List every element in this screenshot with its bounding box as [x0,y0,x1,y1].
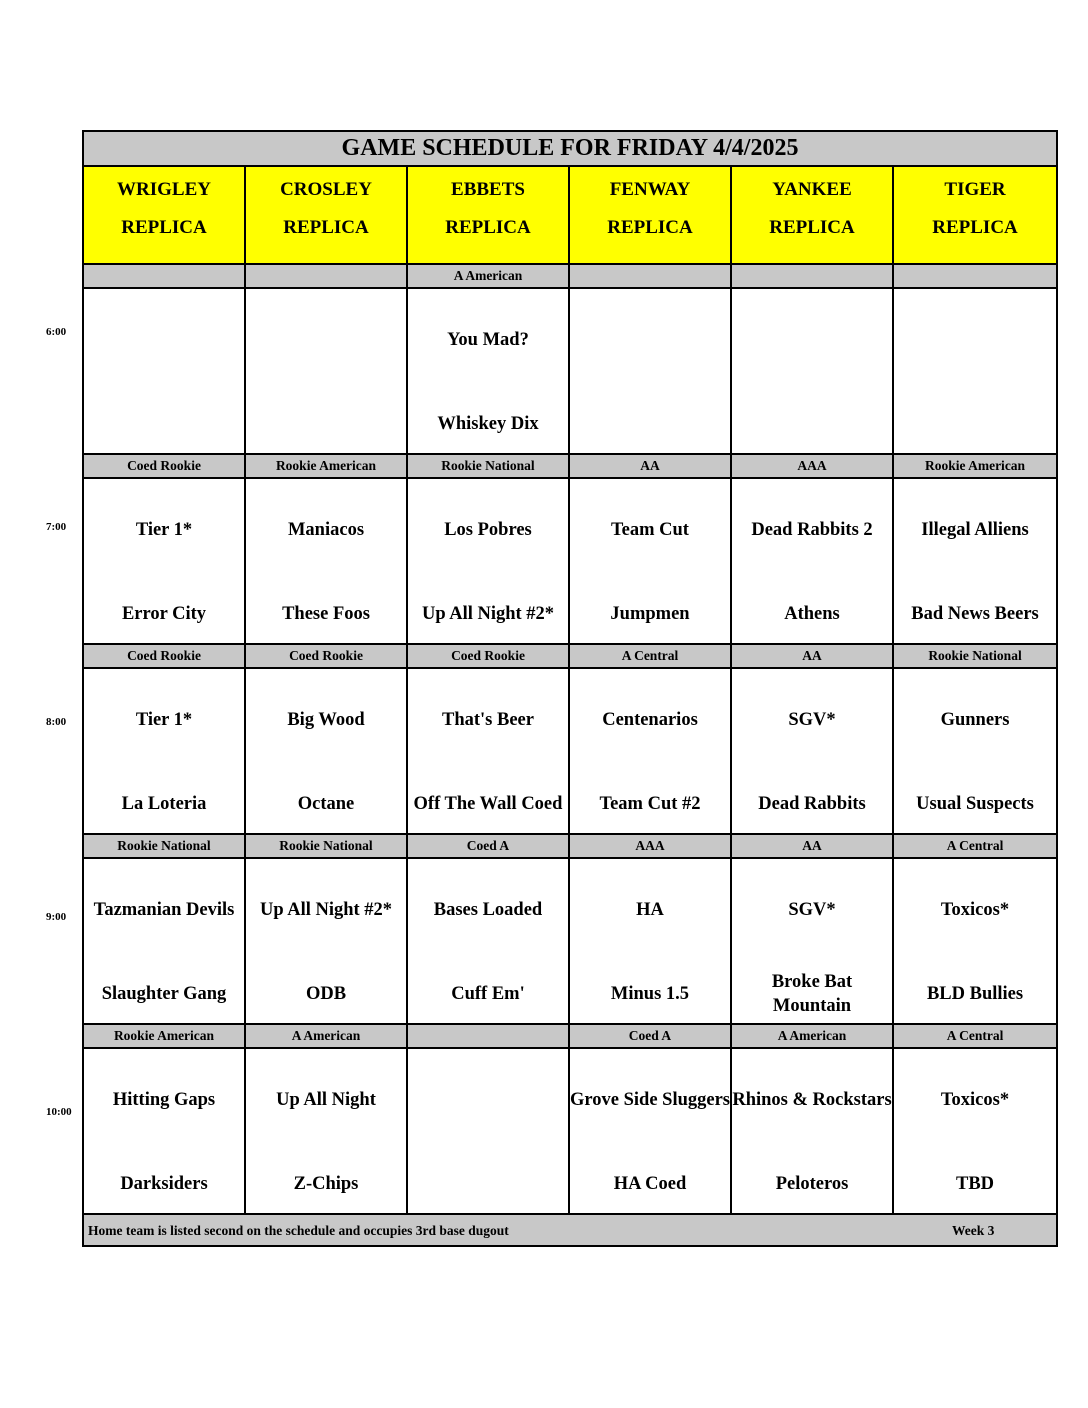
division-label: Rookie American [83,1024,245,1048]
time-label: 9:00 [46,911,67,923]
field-name: TIGER [944,179,1006,200]
home-team: Slaughter Gang [101,984,227,1004]
field-name: CROSLEY [280,179,372,200]
home-team: Jumpmen [610,604,690,624]
away-team [408,1075,568,1125]
away-team [570,315,730,365]
home-team: Bad News Beers [911,604,1039,624]
game-cell [569,288,731,454]
away-team: That's Beer [442,710,534,730]
home-team: La Loteria [121,794,207,814]
game-cell [893,1048,1057,1214]
field-header-fenway [569,166,731,264]
away-team: Illegal Alliens [921,520,1029,540]
division-label: AAA [569,834,731,858]
home-team: Peloteros [775,1174,849,1194]
division-label: A Central [893,834,1057,858]
away-team [246,315,406,365]
game-cell [245,668,407,834]
game-cell [407,858,569,1024]
home-team [408,1159,568,1209]
division-row [83,644,1057,668]
game-cell [893,668,1057,834]
game-cell [83,478,245,644]
game-cell [893,288,1057,454]
game-row [83,288,1057,454]
division-row [83,1024,1057,1048]
division-label: A American [407,264,569,288]
field-subtitle: REPLICA [607,217,693,238]
schedule-table [82,130,1058,1247]
division-label: Coed A [569,1024,731,1048]
away-team: Gunners [940,710,1010,730]
division-row [83,264,1057,288]
field-subtitle: REPLICA [445,217,531,238]
field-header-yankee [731,166,893,264]
home-team [246,399,406,449]
away-team: Bases Loaded [433,900,543,920]
division-label: AA [731,834,893,858]
division-label: A American [731,1024,893,1048]
division-label: Rookie National [893,644,1057,668]
away-team [894,315,1056,365]
away-team: Up All Night #2* [259,900,393,920]
away-team: Centenarios [602,710,698,730]
game-cell [407,288,569,454]
game-cell [245,858,407,1024]
home-team: ODB [305,984,347,1004]
home-team-note: Home team is listed second on the schedule and occupies 3rd base dugout [88,1223,509,1238]
away-team: Dead Rabbits 2 [751,520,873,540]
time-label: 6:00 [46,326,67,338]
game-cell [569,478,731,644]
field-subtitle: REPLICA [769,217,855,238]
away-team: Team Cut [611,520,689,540]
division-label: A Central [569,644,731,668]
week-label: Week 3 [952,1223,995,1238]
home-team: Cuff Em' [451,984,525,1004]
game-cell [83,858,245,1024]
game-cell [407,478,569,644]
division-label: Coed Rookie [407,644,569,668]
home-team: TBD [955,1174,995,1194]
away-team: Tier 1* [135,710,193,730]
game-cell [893,858,1057,1024]
division-label: Coed A [407,834,569,858]
game-cell [245,1048,407,1214]
division-label: A American [245,1024,407,1048]
division-label: AAA [731,454,893,478]
game-row [83,858,1057,1024]
division-label: AA [731,644,893,668]
away-team [732,315,892,365]
away-team: Toxicos* [940,900,1010,920]
division-label [407,1024,569,1048]
division-label: Coed Rookie [83,454,245,478]
away-team: Toxicos* [940,1090,1010,1110]
field-subtitle: REPLICA [932,217,1018,238]
game-cell [245,288,407,454]
away-team: SGV* [788,900,836,920]
away-team: Tazmanian Devils [93,900,235,920]
away-team: You Mad? [447,330,529,350]
away-team: Up All Night [276,1090,376,1110]
home-team: Minus 1.5 [610,984,690,1004]
game-cell [569,1048,731,1214]
division-label: Coed Rookie [245,644,407,668]
away-team: Tier 1* [135,520,193,540]
home-team: Darksiders [120,1174,208,1194]
away-team: Maniacos [287,520,365,540]
game-cell [83,288,245,454]
game-cell [407,668,569,834]
division-label [245,264,407,288]
time-label: 8:00 [46,716,67,728]
game-cell [83,1048,245,1214]
field-header-tiger [893,166,1057,264]
away-team: SGV* [788,710,836,730]
game-cell [569,858,731,1024]
division-row [83,834,1057,858]
division-label: Rookie American [245,454,407,478]
division-label: Rookie National [83,834,245,858]
home-team [732,399,892,449]
field-subtitle: REPLICA [121,217,207,238]
division-label [83,264,245,288]
game-cell [731,478,893,644]
field-header-ebbets [407,166,569,264]
home-team [570,399,730,449]
field-header-crosley [245,166,407,264]
home-team [894,399,1056,449]
game-cell [731,1048,893,1214]
field-header-wrigley [83,166,245,264]
game-cell [731,858,893,1024]
home-team: These Foos [282,604,370,624]
home-team: Broke Bat Mountain [771,972,853,1016]
home-team: BLD Bullies [926,984,1024,1004]
schedule-footer [83,1214,1057,1246]
division-label: AA [569,454,731,478]
division-label: Coed Rookie [83,644,245,668]
home-team: HA Coed [613,1174,687,1194]
away-team: Grove Side Sluggers [570,1090,730,1110]
field-name: EBBETS [451,179,525,200]
away-team [84,315,244,365]
game-cell [731,668,893,834]
home-team: Off The Wall Coed [413,794,563,814]
field-name: YANKEE [772,179,852,200]
division-label [569,264,731,288]
away-team: Rhinos & Rockstars [732,1090,892,1110]
home-team: Athens [784,604,840,624]
time-label: 10:00 [46,1106,72,1118]
away-team: Big Wood [287,710,365,730]
home-team: Usual Suspects [916,794,1034,814]
game-cell [569,668,731,834]
time-label: 7:00 [46,521,67,533]
division-label [893,264,1057,288]
division-label: A Central [893,1024,1057,1048]
division-row [83,454,1057,478]
home-team: Octane [297,794,355,814]
field-subtitle: REPLICA [283,217,369,238]
away-team: Hitting Gaps [112,1090,216,1110]
away-team: HA [636,900,664,920]
home-team: Z-Chips [293,1174,359,1194]
game-cell [731,288,893,454]
home-team: Error City [121,604,207,624]
game-row [83,478,1057,644]
home-team: Dead Rabbits [758,794,866,814]
field-name: FENWAY [609,179,691,200]
home-team: Team Cut #2 [599,794,701,814]
game-cell [245,478,407,644]
division-label: Rookie American [893,454,1057,478]
division-label: Rookie National [407,454,569,478]
away-team: Los Pobres [444,520,532,540]
division-label [731,264,893,288]
field-name: WRIGLEY [117,179,211,200]
game-cell [83,668,245,834]
schedule-title: GAME SCHEDULE FOR FRIDAY 4/4/2025 [83,131,1057,166]
home-team [84,399,244,449]
game-row [83,668,1057,834]
division-label: Rookie National [245,834,407,858]
home-team: Whiskey Dix [437,414,539,434]
game-cell [893,478,1057,644]
game-row [83,1048,1057,1214]
game-cell [407,1048,569,1214]
home-team: Up All Night #2* [421,604,555,624]
